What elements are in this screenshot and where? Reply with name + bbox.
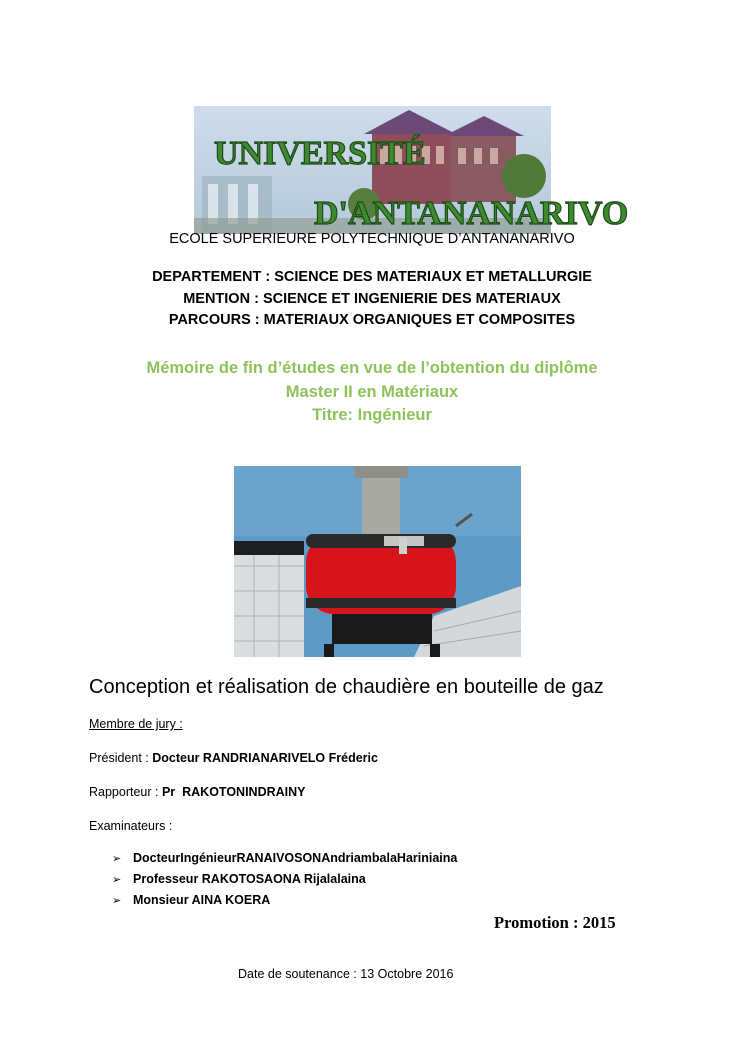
president-row <box>89 751 378 765</box>
departement-line: DEPARTEMENT : SCIENCE DES MATERIAUX ET METALLURGIE <box>152 269 592 285</box>
arrow-bullet-icon: ➢ <box>112 894 122 907</box>
arrow-bullet-icon: ➢ <box>112 852 122 865</box>
examinateur-item <box>112 872 366 886</box>
university-logo <box>194 106 629 234</box>
degree-line-3: Titre: Ingénieur <box>312 406 432 424</box>
soutenance-date: Date de soutenance : 13 Octobre 2016 <box>238 967 454 981</box>
degree-line-1: Mémoire de fin d’études en vue de l’obtention du diplôme <box>146 359 598 377</box>
examinateur-name: Monsieur AINA KOERA <box>133 893 271 907</box>
program-block <box>0 267 744 332</box>
mention-line: MENTION : SCIENCE ET INGENIERIE DES MATERIAUX <box>183 290 561 307</box>
president-name: Docteur RANDRIANARIVELO Fréderic <box>152 751 378 765</box>
president-label: Président : <box>89 751 153 765</box>
examinateurs-label: Examinateurs : <box>89 819 173 833</box>
arrow-bullet-icon: ➢ <box>112 873 122 886</box>
thesis-title: Conception et réalisation de chaudière en bouteille de gaz <box>89 676 604 698</box>
rapporteur-row <box>89 785 306 799</box>
logo-text-universite: UNIVERSITÉ <box>214 135 426 172</box>
examinateur-name: Professeur RAKOTOSAONA Rijalalaina <box>133 872 366 886</box>
university-building-illustration <box>194 106 629 234</box>
parcours-line: PARCOURS : MATERIAUX ORGANIQUES ET COMPOSITES <box>168 312 576 328</box>
jury-heading: Membre de jury : <box>89 717 183 731</box>
degree-block <box>0 357 744 428</box>
logo-text-antananarivo: D'ANTANANARIVO <box>314 195 629 232</box>
examinateur-name: DocteurIngénieurRANAIVOSONAndriambalaHariniaina <box>133 851 458 865</box>
boiler-photo <box>234 466 521 657</box>
rapporteur-name: Pr RAKOTONINDRAINY <box>161 785 306 799</box>
degree-line-2: Master II en Matériaux <box>285 382 459 401</box>
rapporteur-label: Rapporteur : <box>89 785 162 799</box>
promotion-label: Promotion : 2015 <box>494 913 616 932</box>
examinateur-item <box>112 893 270 907</box>
examinateur-item <box>112 851 457 865</box>
school-name: ECOLE SUPERIEURE POLYTECHNIQUE D’ANTANANARIVO <box>169 231 575 247</box>
